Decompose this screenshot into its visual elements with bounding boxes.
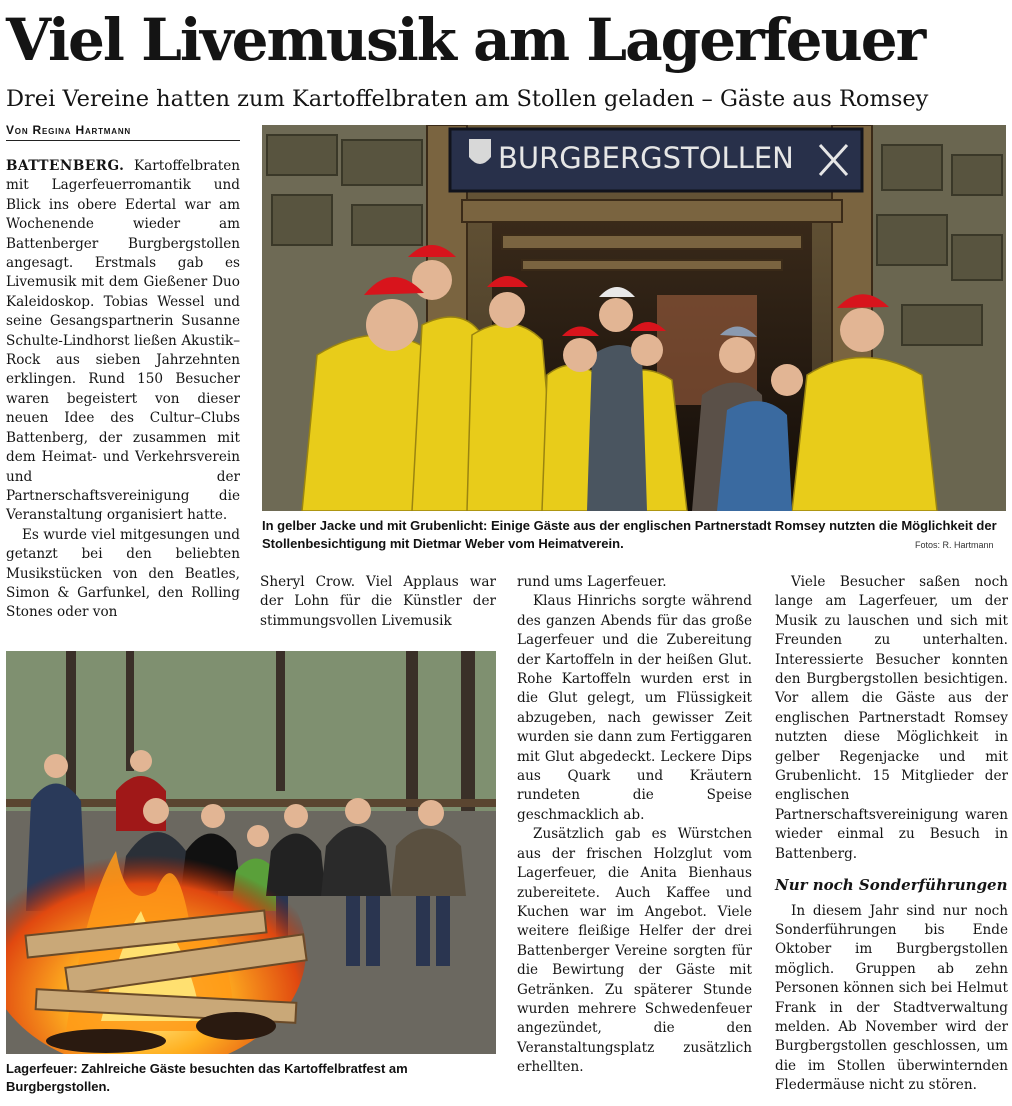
photo1-caption: In gelber Jacke und mit Grubenlicht: Einige Gäste aus der englischen Partnerstadt Romsey nutzten die Möglichkeit der Stollenbesichtigung mit Dietmar Weber vom Heimatverein. (262, 518, 997, 551)
article-column-1 (6, 157, 240, 623)
article-column-3 (517, 573, 752, 1078)
col1-paragraph-2: Es wurde viel mitgesungen und getanzt bei den beliebten Musikstücken von den Beatles, Simon & Garfunkel, den Rolling Stones oder von (6, 526, 240, 621)
col4-paragraph-1: Viele Besucher saßen noch lange am Lagerfeuer, um der Musik zu lauschen und sich mit Freunden zu unterhalten. Interessierte Besucher konnten den Burgbergstollen besichtigen. Vor allem die Gäste aus der englischen Partnerstadt Romsey nutzten diese Möglichkeit in gelber Regenjacke und mit Grubenlicht. 15 Mitglieder der englischen Partnerschaftsvereinigung waren wieder einmal zu Besuch in Battenberg. (775, 574, 1008, 862)
sign-text: BURGBERGSTOLLEN (498, 141, 794, 175)
col2-paragraph-1: Sheryl Crow. Viel Applaus war der Lohn für die Künstler der stimmungsvollen Livemusik (260, 574, 496, 629)
section-subtitle: Nur noch Sonderführungen (775, 876, 1008, 895)
photo-credit: Fotos: R. Hartmann (915, 540, 994, 550)
subheadline: Drei Vereine hatten zum Kartoffelbraten am Stollen geladen – Gäste aus Romsey (6, 86, 929, 112)
dateline: BATTENBERG. (6, 158, 125, 174)
col1-paragraph-1: Kartoffelbraten mit Lagerfeuerromantik und Blick ins obere Edertal war am Wochenende wieder am Battenberger Burgbergstollen angesagt. Erstmals gab es Livemusik mit dem Gießener Duo Kaleidoskop. Tobias Wessel und seine Gesangspartnerin Susanne Schulte-Lindhorst ließen Akustik–Rock aus sieben Jahrzehnten erklingen. Rund 150 Besucher waren begeistert von dieser neuen Idee des Cultur–Clubs Battenberg, der zusammen mit dem Heimat- und Verkehrsverein und der Partnerschaftsvereinigung die Veranstaltung organisiert hatte. (6, 158, 240, 524)
col4-paragraph-2: In diesem Jahr sind nur noch Sonderführungen bis Ende Oktober im Burgbergstollen möglich. Gruppen ab zehn Personen können sich bei Helmut Frank in der Stadtverwaltung melden. Ab November wird der Burgbergstollen geschlossen, um die im Stollen überwinternden Fledermäuse nicht zu stören. (775, 902, 1008, 1094)
headline: Viel Livemusik am Lagerfeuer (6, 6, 925, 74)
col3-paragraph-2: Klaus Hinrichs sorgte während des ganzen Abends für das große Lagerfeuer und die Zubereitung der Kartoffeln in der heißen Glut. Rohe Kartoffeln wurden erst in die Glut gelegt, um Flüssigkeit abzugeben, nach gewisser Zeit wurden sie dann zum Fertiggaren mit Glut abgedeckt. Leckere Dips aus Quark und Kräutern rundeten die Speise geschmacklich ab. (517, 593, 752, 823)
col3-paragraph-3: Zusätzlich gab es Würstchen aus der frischen Holzglut vom Lagerfeuer, die Anita Bienhaus zubereitete. Auch Kaffee und Kuchen war im Angebot. Viele weitere fleißige Helfer der drei Battenberger Vereine sorgten für die Bewirtung der Gäste mit Getränken. Zu späterer Stunde wurden mehrere Schwedenfeuer angezündet, die den Veranstaltungsplatz zusätzlich erhellten. (517, 826, 752, 1076)
col3-paragraph-1: rund ums Lagerfeuer. (517, 574, 667, 590)
photo-campfire (6, 651, 496, 1054)
photo2-caption: Lagerfeuer: Zahlreiche Gäste besuchten das Kartoffelbratfest am Burgbergstollen. (6, 1061, 408, 1094)
byline: Von Regina Hartmann (6, 123, 240, 141)
photo-stollen-visitors (262, 125, 1006, 511)
article-column-2 (260, 573, 496, 631)
article-column-4 (775, 573, 1008, 1096)
